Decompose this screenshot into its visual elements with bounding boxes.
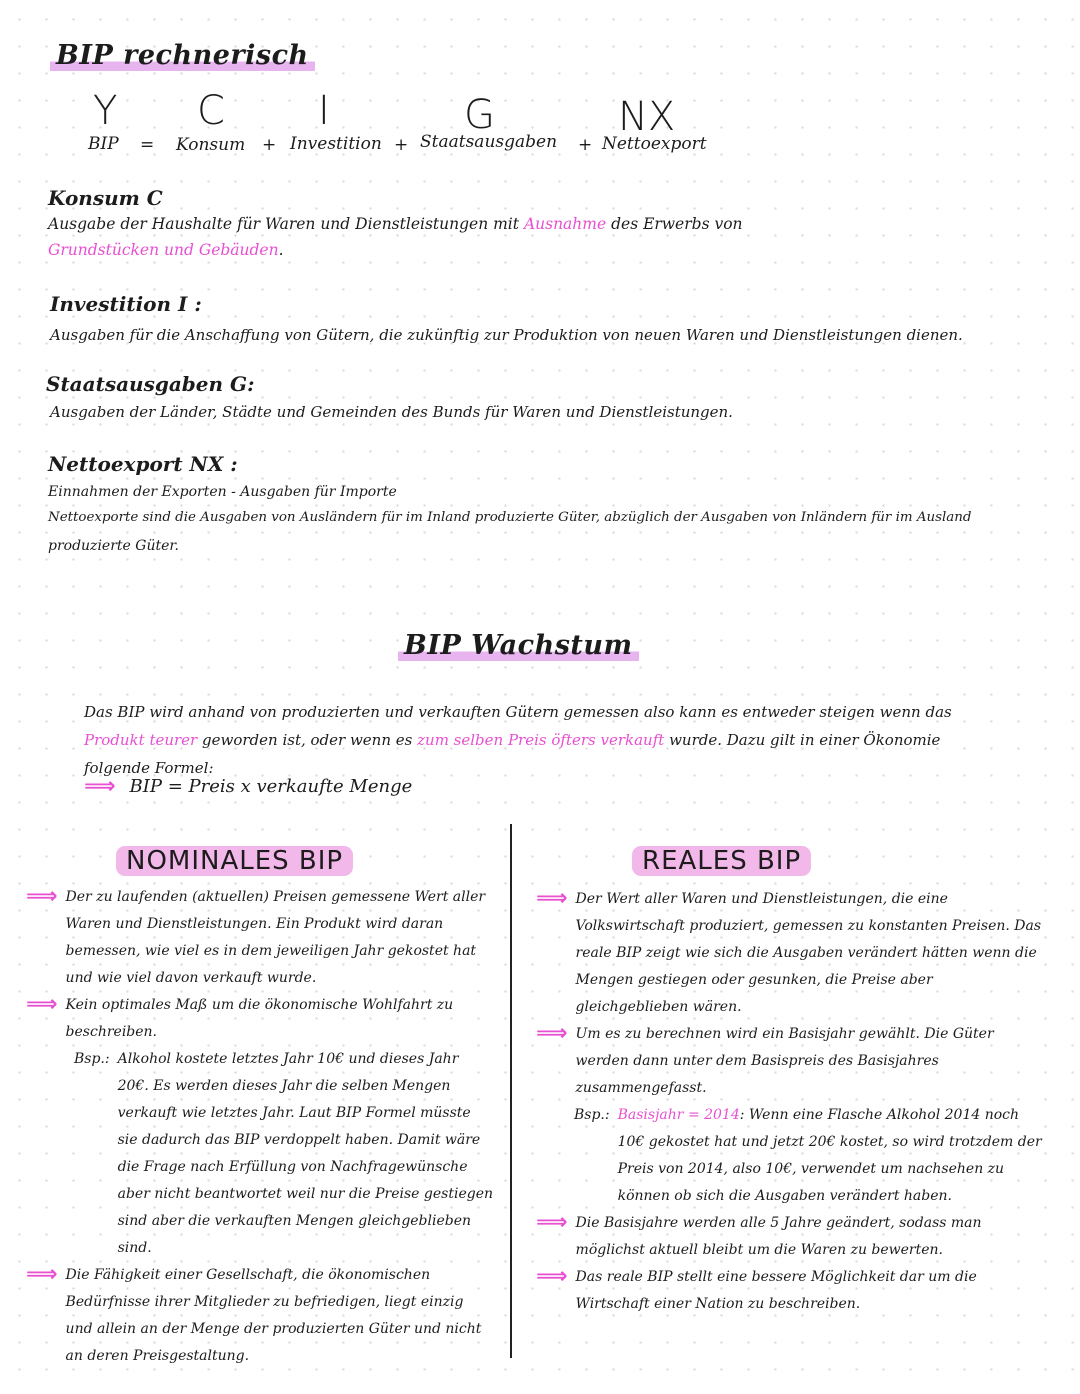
formula-letter-y: Y bbox=[93, 88, 118, 134]
arrow-icon: ⟹ bbox=[536, 1021, 568, 1046]
wachstum-formula: ⟹ BIP = Preis x verkaufte Menge bbox=[84, 774, 413, 799]
formula-plus-3: + bbox=[578, 135, 593, 155]
highlight-produkt-teurer: Produkt teurer bbox=[84, 731, 198, 749]
investition-heading: Investition I : bbox=[50, 292, 202, 316]
real-bullet-4: ⟹ Das reale BIP stellt eine bessere Möglichkeit dar um die Wirtschaft einer Nation zu beschreiben. bbox=[536, 1264, 977, 1312]
formula-letter-g: G bbox=[464, 92, 495, 138]
arrow-icon: ⟹ bbox=[26, 884, 58, 909]
real-example: Bsp.: Basisjahr = 2014: Wenn eine Flasche Alkohol 2014 noch 10€ gekostet hat und jetzt 20€ kostet, so wird trotzdem der Preis von 2014, also 10€, verwendet um nachsehen zu können ob sich die Ausgaben verändert haben. bbox=[536, 1102, 1048, 1210]
highlight-selber-preis: zum selben Preis öfters verkauft bbox=[417, 731, 665, 749]
konsum-heading: Konsum C bbox=[48, 186, 163, 210]
staatsausgaben-text: Ausgaben der Länder, Städte und Gemeinden des Bunds für Waren und Dienstleistungen. bbox=[50, 403, 733, 421]
nominal-bullet-2: ⟹ Kein optimales Maß um die ökonomische Wohlfahrt zu beschreiben. bbox=[26, 992, 454, 1040]
wachstum-intro: Das BIP wird anhand von produzierten und verkauften Gütern gemessen also kann es entweder steigen wenn das Produkt teurer geworden ist, oder wenn es zum selben Preis öfters verkauft wurde. Dazu gilt in einer Ökonomie folgende Formel: bbox=[84, 703, 952, 777]
konsum-text-line2: Grundstücken und Gebäuden. bbox=[48, 241, 284, 259]
formula-word-nettoexport: Nettoexport bbox=[602, 134, 707, 154]
highlight-basisjahr: Basisjahr = 2014 bbox=[617, 1107, 740, 1123]
nominal-bullet-3: ⟹ Die Fähigkeit einer Gesellschaft, die ökonomischen Bedürfnisse ihrer Mitglieder zu befriedigen, liegt einzig und allein an der Menge der produzierten Güter und nicht an deren Preisgestaltung. bbox=[26, 1262, 482, 1364]
staatsausgaben-heading: Staatsausgaben G: bbox=[46, 372, 255, 396]
column-divider bbox=[510, 824, 512, 1358]
nominal-content bbox=[26, 884, 494, 1370]
konsum-highlight-grundstuecke: Grundstücken und Gebäuden bbox=[48, 241, 279, 259]
formula-letter-i: I bbox=[318, 88, 330, 134]
formula-word-staatsausgaben: Staatsausgaben bbox=[420, 132, 558, 152]
nominal-example: Bsp.: Alkohol kostete letztes Jahr 10€ und dieses Jahr 20€. Es werden dieses Jahr die selben Mengen verkauft wie letztes Jahr. Laut BIP Formel müsste sie dadurch das BIP verdoppelt haben. Damit wäre die Frage nach Erfüllung von Nachfragewünsche aber nicht beantwortet weil nur die Preise gestiegen sind aber die verkauften Mengen gleichgeblieben sind. bbox=[26, 1046, 494, 1262]
formula-equals: = bbox=[140, 135, 155, 155]
formula-letter-nx: NX bbox=[618, 94, 676, 140]
arrow-icon: ⟹ bbox=[536, 886, 568, 911]
formula-word-bip: BIP bbox=[88, 134, 119, 154]
arrow-icon: ⟹ bbox=[84, 774, 116, 799]
real-bullet-2: ⟹ Um es zu berechnen wird ein Basisjahr gewählt. Die Güter werden dann unter dem Basispreis des Basisjahres zusammengefasst. bbox=[536, 1021, 994, 1096]
nominal-example-label: Bsp.: bbox=[74, 1051, 110, 1067]
real-bullet-3: ⟹ Die Basisjahre werden alle 5 Jahre geändert, sodass man möglichst aktuell bleibt um die Waren zu bewerten. bbox=[536, 1210, 982, 1258]
formula-word-investition: Investition bbox=[290, 134, 382, 154]
formula-plus-1: + bbox=[262, 135, 277, 155]
page-title: BIP rechnerisch bbox=[50, 40, 315, 71]
nominal-bullet-1: ⟹ Der zu laufenden (aktuellen) Preisen gemessene Wert aller Waren und Dienstleistungen. Ein Produkt wird daran bemessen, wie viel es in dem jeweiligen Jahr gekostet hat und wie viel davon verkauft wurde. bbox=[26, 884, 486, 986]
konsum-highlight-ausnahme: Ausnahme bbox=[523, 215, 607, 233]
arrow-icon: ⟹ bbox=[26, 992, 58, 1017]
nettoexport-heading: Nettoexport NX : bbox=[48, 452, 238, 476]
arrow-icon: ⟹ bbox=[536, 1210, 568, 1235]
formula-letter-c: C bbox=[197, 88, 225, 134]
investition-text: Ausgaben für die Anschaffung von Gütern, die zukünftig zur Produktion von neuen Waren und Dienstleistungen dienen. bbox=[50, 326, 963, 344]
real-example-label: Bsp.: bbox=[574, 1107, 610, 1123]
nettoexport-text-line2: Nettoexporte sind die Ausgaben von Ausländern für im Inland produzierte Güter, abzüglich der Ausgaben von Inländern für im Ausland bbox=[48, 510, 972, 525]
section-title-wachstum: BIP Wachstum bbox=[398, 630, 639, 661]
real-content bbox=[536, 886, 1048, 1318]
formula-plus-2: + bbox=[394, 135, 409, 155]
arrow-icon: ⟹ bbox=[536, 1264, 568, 1289]
konsum-text-line1: Ausgabe der Haushalte für Waren und Dienstleistungen mit Ausnahme des Erwerbs von bbox=[48, 215, 743, 233]
arrow-icon: ⟹ bbox=[26, 1262, 58, 1287]
formula-word-konsum: Konsum bbox=[176, 135, 246, 155]
real-heading: REALES BIP bbox=[632, 846, 811, 876]
nettoexport-text-line3: produzierte Güter. bbox=[48, 538, 179, 554]
nominal-heading: NOMINALES BIP bbox=[116, 846, 353, 876]
nettoexport-text-line1: Einnahmen der Exporten - Ausgaben für Importe bbox=[48, 484, 397, 500]
real-bullet-1: ⟹ Der Wert aller Waren und Dienstleistungen, die eine Volkswirtschaft produziert, gemessen zu konstanten Preisen. Das reale BIP zeigt wie sich die Ausgaben verändert hätten wenn die Mengen gestiegen oder gesunken, die Preise aber gleichgeblieben wären. bbox=[536, 886, 1042, 1015]
